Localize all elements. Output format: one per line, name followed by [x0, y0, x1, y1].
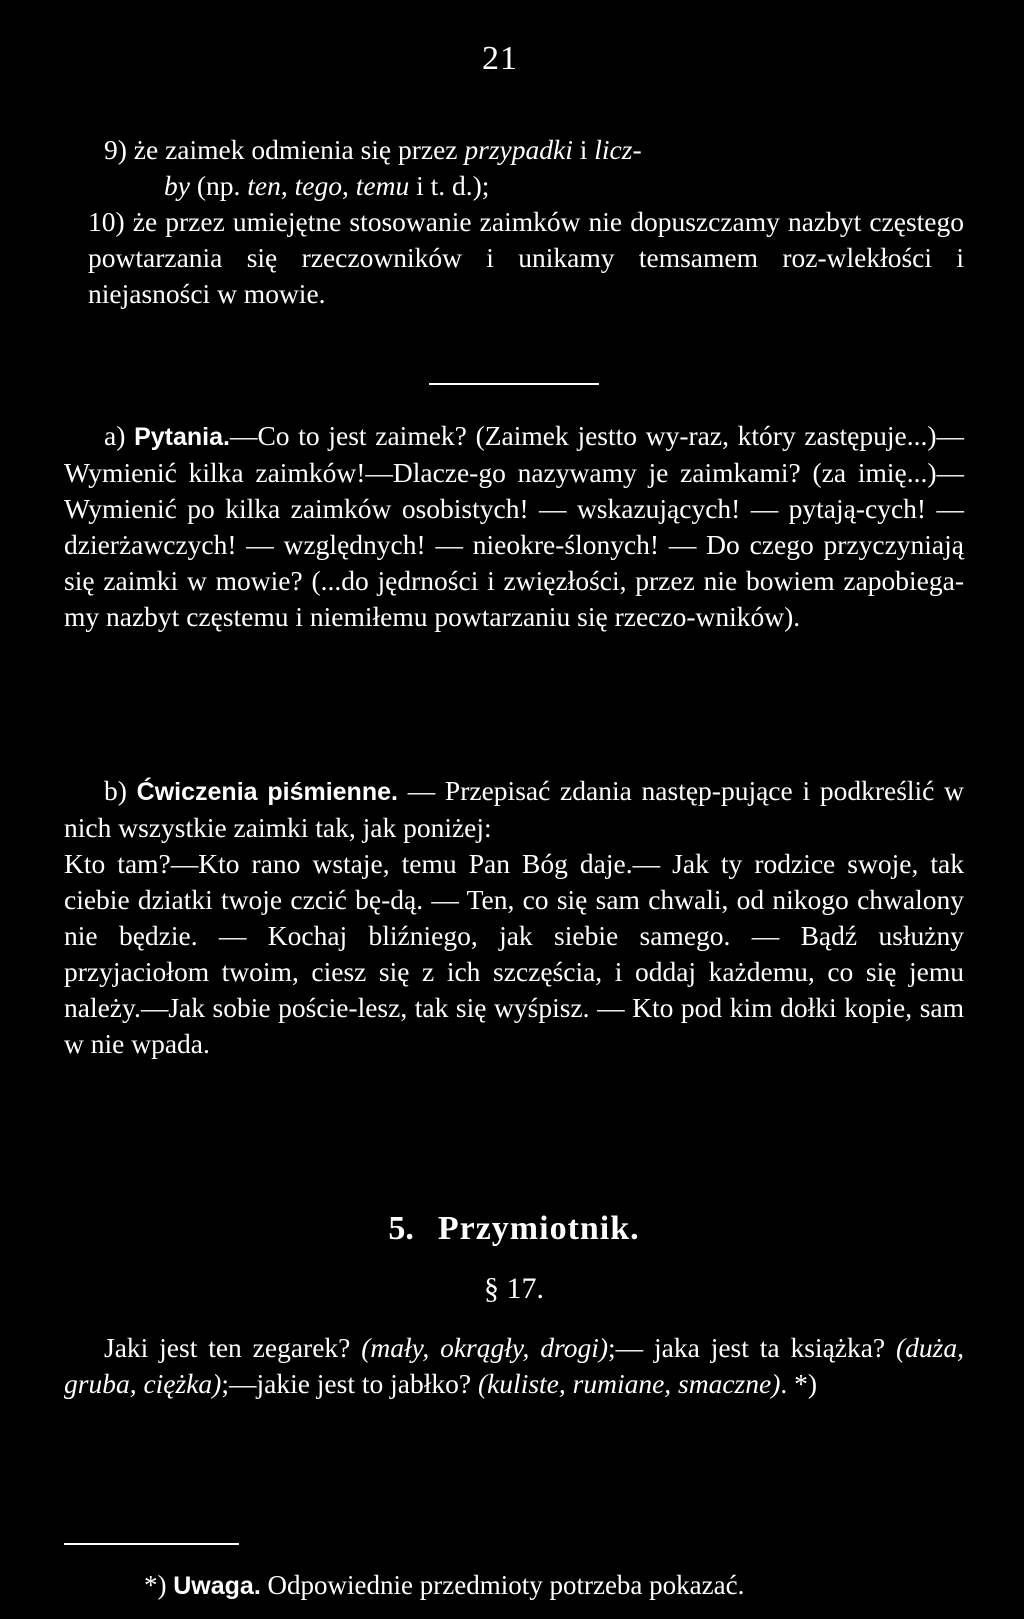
list-item-number: 10)	[88, 206, 125, 237]
list-item-text: (np.	[189, 170, 248, 201]
exercises-heading: Ćwiczenia piśmienne.	[136, 778, 398, 806]
question-text: jakie jest to jabłko?	[256, 1368, 478, 1399]
exercises-sentences: Kto tam?—Kto rano wstaje, temu Pan Bóg daje.— Jak ty rodzice swoje, tak ciebie dziatki twoje czcić bę-dą. — Ten, co się sam chwali, od nikogo chwalony nie będzie. — Kochaj bliźniego, jak siebie samego. — Bądź usłużny przyjaciołom twoim, ciesz się z ich szczęścia, i oddaj każdemu, co się jemu należy.—Jak sobie poście-lesz, tak się wyśpisz. — Kto pod kim dołki kopie, sam w nie wpada.	[64, 848, 964, 1059]
answer-text: (mały, okrągły, drogi)	[361, 1332, 609, 1363]
questions-section	[64, 418, 964, 635]
page-number: 21	[482, 40, 518, 77]
answer-text: (kuliste, rumiane, smaczne)	[477, 1368, 781, 1399]
example-word: tego	[294, 170, 342, 201]
adjective-examples	[64, 1330, 964, 1402]
separator: ;—	[608, 1332, 655, 1363]
paragraph-number: § 17.	[484, 1272, 544, 1305]
footnote-label: Uwaga.	[173, 1572, 261, 1600]
section-heading	[64, 1210, 964, 1248]
separator: ,	[280, 170, 295, 201]
emphasis: by	[164, 170, 190, 201]
questions-label: a)	[104, 420, 126, 451]
list-item-text: i t. d.);	[409, 170, 490, 201]
section-divider	[429, 383, 599, 385]
exercises-intro-paragraph	[64, 773, 964, 846]
section-number: 5.	[388, 1210, 414, 1247]
example-word: ten	[247, 170, 281, 201]
footnote	[144, 1567, 964, 1604]
separator: . *)	[780, 1368, 818, 1399]
list-item-number: 9)	[104, 134, 127, 165]
separator: ,	[341, 170, 356, 201]
list-item-9	[64, 132, 964, 204]
exercises-intro: — Przepisać zdania następ-pujące i podkreślić w nich wszystkie zaimki tak, jak poniżej:	[64, 775, 964, 843]
exercises-label: b)	[104, 775, 127, 806]
footnote-text: Odpowiednie przedmioty potrzeba pokazać.	[260, 1570, 745, 1600]
page	[64, 0, 964, 1619]
list-item-text: że zaimek odmienia się przez	[133, 134, 465, 165]
footnote-marker: *)	[144, 1570, 167, 1600]
question-text: Jaki jest ten zegarek?	[104, 1332, 362, 1363]
emphasis: przypadki	[464, 134, 573, 165]
questions-heading: Pytania.	[134, 423, 230, 451]
example-word: temu	[355, 170, 410, 201]
list-item-text: że przez umiejętne stosowanie zaimków nie dopuszczamy nazbyt częstego powtarzania się rzeczowników i unikamy temsamem roz-wlekłości i niejasności w mowie.	[88, 206, 965, 309]
section-title: Przymiotnik.	[437, 1210, 640, 1247]
list-item-text: i	[572, 134, 595, 165]
numbered-list	[64, 132, 964, 312]
answer-text: (duża, gruba, ciężka)	[64, 1332, 965, 1399]
footnote-divider	[64, 1543, 239, 1545]
exercises-section	[64, 773, 964, 1062]
list-item-10	[64, 204, 964, 312]
emphasis: licz-	[594, 134, 642, 165]
separator: ;—	[221, 1368, 257, 1399]
question-text: jaka jest ta książka?	[654, 1332, 897, 1363]
questions-body: —Co to jest zaimek? (Zaimek jestto wy-raz, który zastępuje...)—Wymienić kilka zaimków!—Dlacze-go nazywamy je zaimkami? (za imię...)— Wymienić po kilka zaimków osobistych! — wskazujących! — pytają-cych! — dzierżawczych! — względnych! — nieokre-ślonych! — Do czego przyczyniają się zaimki w mowie? (...do jędrności i zwięzłości, przez nie bowiem zapobiega-my nazbyt częstemu i niemiłemu powtarzaniu się rzeczo-wników).	[64, 420, 964, 632]
